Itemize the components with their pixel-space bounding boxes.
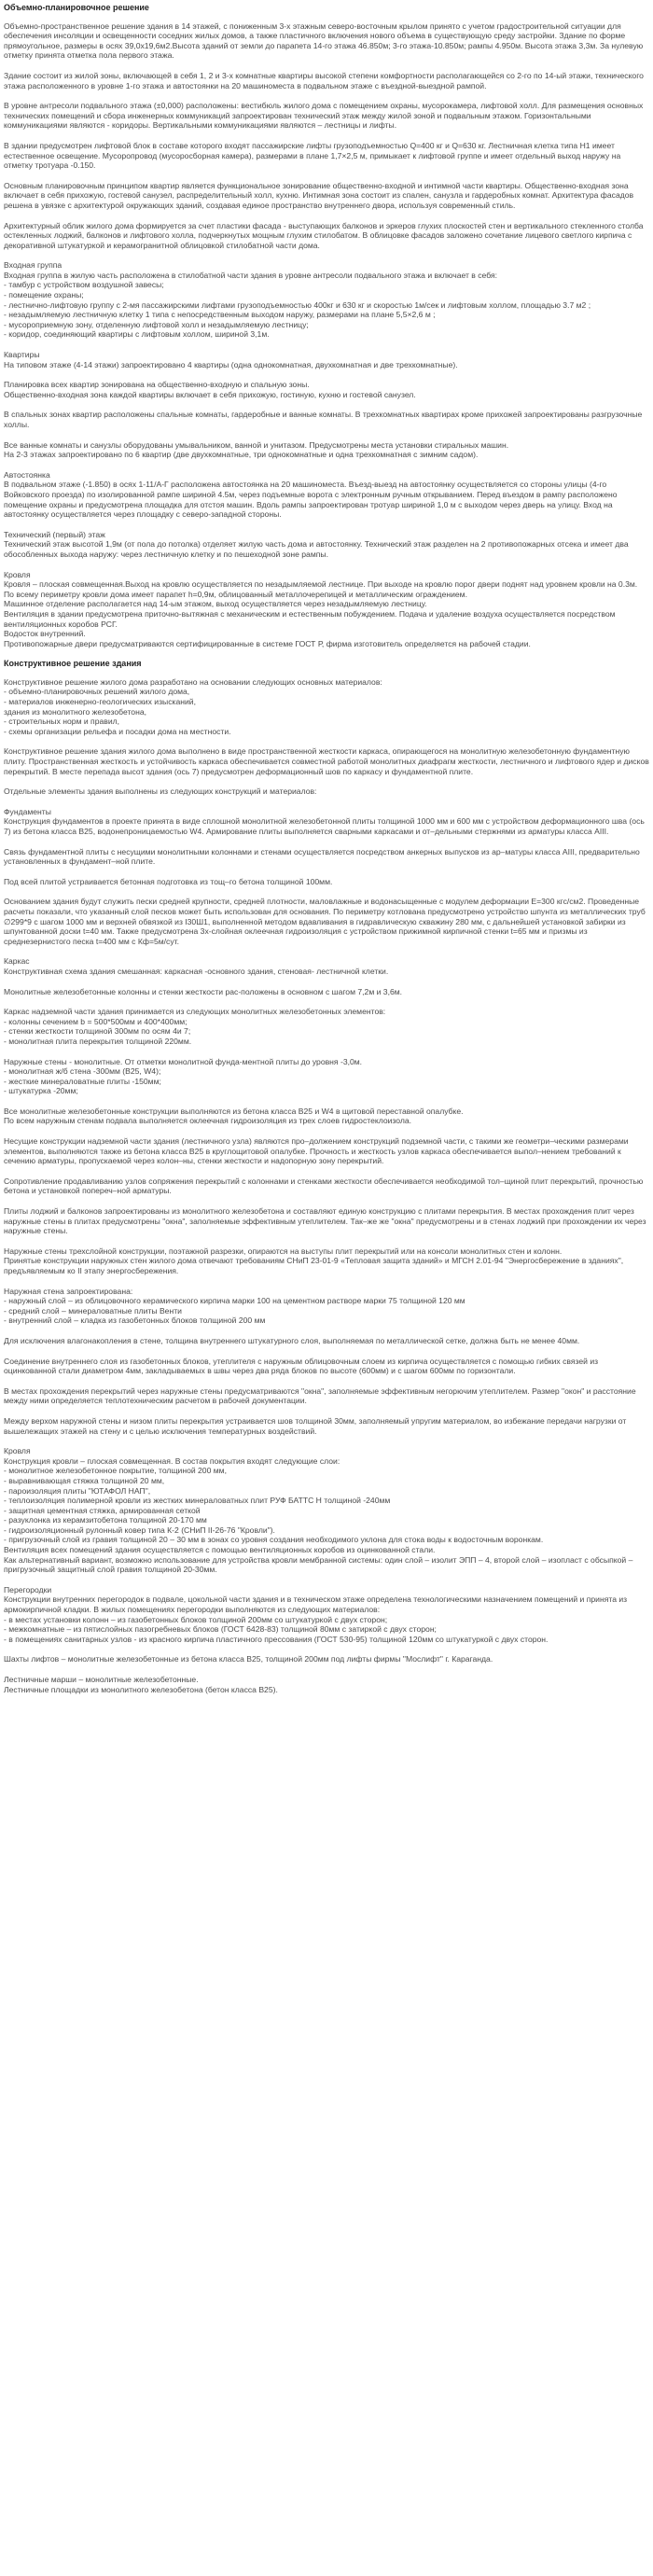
text-line: - в помещениях санитарных узлов - из красного кирпича пластичного прессования (ГОСТ 530-95) толщиной 120мм со штукатуркой с двух сторон. <box>4 1634 549 1644</box>
text-line: Основанием здания будут служить пески средней крупности, средней плотности, маловлажные и водонасыщенные с модулем деформации Е=300 кгс/см2. Проведенные расчеты показали, что указанный слой песков может быть использован для основания. По периметру котлована предусмотрено устройство шпунта из металлических труб ∅299*9 с шагом 1000 мм и верхней обвязкой из I30Ш1, выполненной методом вдавливания в гидравлическую скважину 280 мм, с дальнейшей установкой забирки из шпунтованной доски t=40 мм. Также предусмотрена 3х-слойная оклеечная гидроизоляция с устройством прижимной кирпичной стенки t=65 мм и призмы из среднезернистого песка t=400 мм с Кф=5м/сут. <box>4 897 646 946</box>
paragraph <box>4 1206 649 1236</box>
text-line: Конструктивное решение жилого дома разработано на основании следующих основных материалов: <box>4 676 382 687</box>
text-line: - мусороприемную зону, отделенную лифтовой холл и незадымляемую лестницу; <box>4 319 309 329</box>
section-heading-layout: Объемно-планировочное решение <box>4 3 149 12</box>
paragraph <box>4 410 649 429</box>
paragraph <box>4 956 649 976</box>
text-line: - незадымляемую лестничную клетку 1 типа с непосредственным выходом наружу, размерами на плане 5,5×2,6 м ; <box>4 310 436 320</box>
text-line: - монолитное железобетонное покрытие, толщиной 200 мм, <box>4 1466 227 1476</box>
paragraph <box>4 1287 649 1326</box>
paragraph <box>4 530 649 560</box>
paragraph <box>4 987 649 997</box>
text-line: В уровне антресоли подвального этажа (±0,000) расположены: вестибюль жилого дома с помещением охраны, мусорокамера, лифтовой холл. Для размещения основных технических помещений и сбора инженерных коммуникаций запроектирован технический этаж между жилой зоной и подвальным этажом. Горизонтальными коммуникациями являются - коридоры. Вертикальными коммуникациями являются – лестницы и лифты. <box>4 101 644 131</box>
text-line: Монолитные железобетонные колонны и стенки жесткости рас-положены в основном с шагом 7,2м и 3,6м. <box>4 986 403 996</box>
text-line: - лестнично-лифтовую группу с 2-мя пассажирскими лифтами грузоподъемностью 400кг и 630 кг и скоростью 1м/сек и лифтовым холлом, площадью 3.7 м2 ; <box>4 299 591 310</box>
text-line: - колонны сечением b = 500*500мм и 400*400мм; <box>4 1016 188 1026</box>
text-line: Между верхом наружной стены и низом плиты перекрытия устраивается шов толщиной 30мм, заполняемый упругим материалом, во избежание передачи нагрузки от вышележащих этажей на стену и с целью исключения температурных воздействий. <box>4 1415 627 1436</box>
text-line: Несущие конструкции надземной части здания (лестничного узла) являются про–должением конструкций подземной части, с такими же геометри–ческими размерами элементов, выполняются также из бетона класса В25 в круглощитовой опалубке. Прочность и жесткость узлов каркаса обеспечивается выпол–нением требований к сечению арматуры, пропускаемой через колон–ны, стенки жесткости и надопорную зону перекрытий. <box>4 1136 629 1166</box>
paragraph <box>4 847 649 867</box>
paragraph <box>4 787 649 797</box>
text-line: Лестничные марши – монолитные железобетонные. <box>4 1675 199 1684</box>
paragraph <box>4 1246 649 1276</box>
text-line: здания из монолитного железобетона, <box>4 706 146 717</box>
text-line: Сопротивление продавливанию узлов сопряжения перекрытий с колоннами и стенками жесткости обеспечивается необходимой тол–щиной плит перекрытий, прочностью бетона и установкой попереч–ной арматуры. <box>4 1176 644 1196</box>
text-line: Здание состоит из жилой зоны, включающей в себя 1, 2 и 3-х комнатные квартиры высокой степени комфортности располагающейся со 2-го по 14-ый этажи, технического этажа расположенного в уровне 1-го этажа и автостоянки на 20 машиноместа в подвальном этаже с въездной-выездной рампой. <box>4 70 644 91</box>
paragraph <box>4 440 649 460</box>
text-line: Автостоянка <box>4 469 50 480</box>
text-line: - строительных норм и правил, <box>4 717 120 727</box>
text-line: - монолитная плита перекрытия толщиной 220мм. <box>4 1036 192 1046</box>
text-line: Кровля – плоская совмещенная.Выход на кровлю осуществляется по незадымляемой лестнице. При выходе на кровлю порог двери поднят над уровнем кровли на 0.3м. По всему периметру кровли дома имеет парапет h=0,9м, облицованный металлочерепицей и металлическим ограждением. <box>4 579 638 599</box>
text-line: - пригрузочный слой из гравия толщиной 20 – 30 мм в зонах со уровня создания необходимого уклона для стока воды к водосточным воронкам. <box>4 1535 544 1545</box>
text-line: Наружная стена запроектирована: <box>4 1286 133 1296</box>
paragraph <box>4 1336 649 1346</box>
text-line: - выравнивающая стяжка толщиной 20 мм, <box>4 1475 165 1485</box>
text-line: Квартиры <box>4 350 40 360</box>
paragraph <box>4 101 649 131</box>
text-line: Соединение внутреннего слоя из газобетонных блоков, утеплителя с наружным облицовочным слоем из кирпича осуществляется с помощью гибких связей из оцинкованной стали диаметром 4мм, закладываемых в швы через два ряда блоков по высоте (600мм) и с шагом 600мм по горизонтали. <box>4 1356 599 1376</box>
text-line: Кровля <box>4 1446 31 1456</box>
paragraph <box>4 677 649 737</box>
paragraph <box>4 570 649 649</box>
text-line: Входная группа в жилую часть расположена в стилобатной части здания в уровне антресоли подвального этажа и включает в себя: <box>4 270 498 280</box>
paragraph <box>4 260 649 340</box>
text-line: Под всей плитой устраивается бетонная подготовка из тощ–го бетона толщиной 100мм. <box>4 876 333 886</box>
text-line: Технический этаж высотой 1,9м (от пола до потолка) отделяет жилую часть дома и автостоянку. Технический этаж разделен на 2 противопожарных отсека и имеет два обособленных выхода наружу: через лестничную клетку и по пешеходной зоне рампы. <box>4 539 629 559</box>
paragraph <box>4 1177 649 1196</box>
text-line: Каркас надземной части здания принимается из следующих монолитных железобетонных элементов: <box>4 1007 386 1017</box>
text-line: Технический (первый) этаж <box>4 529 105 539</box>
text-line: - объемно-планировочных решений жилого дома, <box>4 687 190 697</box>
paragraph <box>4 1446 649 1575</box>
text-line: - средний слой – минераловатные плиты Венти <box>4 1305 182 1316</box>
paragraph <box>4 21 649 61</box>
text-line: Основным планировочным принципом квартир является функциональное зонирование общественно-входной и интимной части квартиры. Общественно-входная зона включает в себя прихожую, гостевой санузел, распределительный холл, кухню. Интимная зона состоит из спален, санузла и гардеробных комнат. Архитектура фасадов решена в увязке с архитектурой окружающих зданий, создавая единое пространство внутреннего двора, используя современный стиль. <box>4 180 634 210</box>
text-line: Конструкция кровли – плоская совмещенная. В состав покрытия входят следующие слои: <box>4 1455 340 1466</box>
text-line: - межкомнатные – из пятислойных пазогребневых блоков (ГОСТ 6428-83) толщиной 80мм с затиркой с двух сторон; <box>4 1624 437 1635</box>
text-line: - защитная цементная стяжка, армированная сеткой <box>4 1505 201 1515</box>
paragraph <box>4 807 649 837</box>
text-line: Все ванные комнаты и санузлы оборудованы умывальником, ванной и унитазом. Предусмотрены места установки стиральных машин. <box>4 439 509 450</box>
paragraph <box>4 221 649 251</box>
text-line: - наружный слой – из облицовочного керамического кирпича марки 100 на цементном растворе марки 75 толщиной 120 мм <box>4 1296 465 1306</box>
section-layout-body <box>4 21 649 649</box>
text-line: - теплоизоляция полимерной кровли из жестких минераловатных плит РУФ БАТТС Н толщиной -240мм <box>4 1496 391 1506</box>
paragraph <box>4 380 649 399</box>
text-line: Каркас <box>4 956 30 967</box>
paragraph <box>4 350 649 369</box>
paragraph <box>4 1416 649 1436</box>
paragraph <box>4 1357 649 1376</box>
paragraph <box>4 1654 649 1664</box>
text-line: - гидроизоляционный рулонный ковер типа К-2 (СНиП II-26-76 "Кровли"). <box>4 1525 275 1535</box>
text-line: Общественно-входная зона каждой квартиры включает в себя прихожую, гостиную, кухню и гостевой санузел. <box>4 389 416 399</box>
paragraph <box>4 1585 649 1645</box>
paragraph <box>4 746 649 776</box>
paragraph <box>4 141 649 171</box>
text-line: - разуклонка из керамзитобетона толщиной 20-170 мм <box>4 1515 207 1525</box>
text-line: - внутренний слой – кладка из газобетонных блоков толщиной 200 мм <box>4 1316 266 1326</box>
paragraph <box>4 877 649 887</box>
paragraph <box>4 1107 649 1126</box>
text-line: - тамбур с устройством воздушной завесы; <box>4 280 164 290</box>
text-line: В здании предусмотрен лифтовой блок в составе которого входят пассажирские лифты грузоподъемностью Q=400 кг и Q=630 кг. Лестничная клетка типа Н1 имеет естественное освещение. Мусоропровод (мусоросборная камера), размерами в плане 1,7×2,5 м, примыкает к лифтовой группе и имеет отдельный выход наружу на отметку тротуара -0.150. <box>4 140 621 171</box>
text-line: По всем наружным стенам подвала выполняется оклеечная гидроизоляция из трех слоев гидростеклоизола. <box>4 1116 412 1126</box>
paragraph <box>4 1675 649 1694</box>
text-line: Принятые конструкции наружных стен жилого дома отвечают требованиям СНиП 23-01-9 «Тепловая защита зданий» и МГСН 2.01-94 "Энергосбережение в зданиях", предъявляемым ко II этапу энергосбережения. <box>4 1256 624 1275</box>
text-line: - схемы организации рельефа и посадки дома на местности. <box>4 726 231 736</box>
text-line: В местах прохождения перекрытий через наружные стены предусматриваются "окна", заполняемые эффективным негорючим утеплителем. Размер "окон" и расстояние между ними определяется теплотехническим расчетом в рабочей документации. <box>4 1385 636 1406</box>
paragraph <box>4 181 649 211</box>
text-line: Наружные стены трехслойной конструкции, поэтажной разрезки, опираются на выступы плит перекрытий или на консоли монолитных стен и колонн. <box>4 1246 563 1256</box>
text-line: Планировка всех квартир зонирована на общественно-входную и спальную зоны. <box>4 380 310 390</box>
text-line: На типовом этаже (4-14 этажи) запроектировано 4 квартиры (одна однокомнатная, двухкомнатная и две трехкомнатные). <box>4 359 458 369</box>
text-line: Входная группа <box>4 260 63 271</box>
text-line: - в местах установки колонн – из газобетонных блоков толщиной 200мм со штукатуркой с двух сторон; <box>4 1614 388 1624</box>
text-line: Все монолитные железобетонные конструкции выполняются из бетона класса B25 и W4 в щитовой переставной опалубке. <box>4 1106 464 1116</box>
text-line: - пароизоляция плиты "ЮТАФОЛ НАП", <box>4 1485 151 1496</box>
text-line: Отдельные элементы здания выполнены из следующих конструкций и материалов: <box>4 787 317 797</box>
paragraph <box>4 470 649 520</box>
text-line: Перегородки <box>4 1584 52 1594</box>
text-line: Архитектурный облик жилого дома формируется за счет пластики фасада - выступающих балконов и эркеров глухих плоскостей стен и вертикального стекленного столба остекленных лоджий, балконов и лифтового холла, подчеркнутых мощным глухим стилобатом. В облицовке фасадов заложено сочетание лицевого светлого кирпича с декоративной штукатуркой и керамогранитной облицовкой стилобатной части дома. <box>4 220 644 250</box>
text-line: Плиты лоджий и балконов запроектированы из монолитного железобетона и составляют единую конструкцию с плитами перекрытия. В местах прохождения плит через наружные стены в плитах предусмотрены "окна", заполняемые эффективным утеплителем. Так–же же "окна" предусмотрены и в стенах лоджий при прохождении их через наружные стены. <box>4 1206 646 1236</box>
text-line: Как альтернативный вариант, возможно использование для устройства кровли мембранной системы: один слой – изолит ЭПП – 4, второй слой – изопласт с обсыпкой – пригрузочный защитный слой гравия толщиной 20-30мм. <box>4 1554 633 1575</box>
section-structure-body <box>4 677 649 1694</box>
text-line: Шахты лифтов – монолитные железобетонные из бетона класса B25, толщиной 200мм под лифты фирмы "Мослифт" г. Караганда. <box>4 1654 493 1664</box>
text-line: Вентиляция всех помещений здания осуществляется с помощью вентиляционных коробов из оцинкованной стали. <box>4 1545 436 1555</box>
text-line: Связь фундаментной плиты с несущими монолитными колоннами и стенами осуществляется посредством анкерных выпусков из ар–матуры класса АIII, предварительно установленных в фундамент–ной плите. <box>4 846 640 867</box>
text-line: Конструкции внутренних перегородок в подвале, цокольной части здания и в техническом этаже определена технологическими назначением помещений и принята из армокирпичной кладки. В жилых помещениях перегородки выполняются из следующих материалов: <box>4 1594 628 1615</box>
text-line: Наружные стены - монолитные. От отметки монолитной фунда-ментной плиты до уровня -3,0м. <box>4 1056 363 1066</box>
text-line: Вентиляция в здании предусмотрена приточно-вытяжная с механическим и естественным побуждением. Подача и удаление воздуха осуществляется посредством вентиляционных коробов РСГ. <box>4 608 616 629</box>
paragraph <box>4 1386 649 1406</box>
paragraph <box>4 897 649 946</box>
text-line: - стенки жесткости толщиной 300мм по осям 4и 7; <box>4 1026 191 1037</box>
text-line: Водосток внутренний. <box>4 629 86 639</box>
text-line: Конструктивная схема здания смешанная: каркасная -основного здания, стеновая- лестничной клетки. <box>4 966 389 976</box>
text-line: Для исключения влагонакопления в стене, толщина внутреннего штукатурного слоя, выполняемая по металлической сетке, должна быть не менее 40мм. <box>4 1335 580 1345</box>
paragraph <box>4 1136 649 1166</box>
text-line: Кровля <box>4 569 31 579</box>
text-line: - жесткие минераловатные плиты -150мм; <box>4 1076 161 1086</box>
text-line: Конструктивное решение здания жилого дома выполнено в виде пространственной жесткости каркаса, опирающегося на монолитную железобетонную фундаментную плиту. Пространственная жесткость и устойчивость каркаса обеспечивается совместной работой монолитных диафрагм жесткости, лестничного и лифтового ядер и дисков перекрытий. В месте перепада высот здания (ось 7) предусмотрен деформационный шов по каркасу и фундаментной плите. <box>4 746 649 776</box>
text-line: - монолитная ж/б стена -300мм (B25, W4); <box>4 1066 161 1077</box>
text-line: Фундаменты <box>4 806 51 816</box>
paragraph <box>4 1007 649 1046</box>
section-heading-structure: Конструктивное решение здания <box>4 659 142 669</box>
text-line: В подвальном этаже (-1.850) в осях 1-11/А-Г расположена автостоянка на 20 машиноместа. Въезд-выезд на автостоянку осуществляется со стороны улицы (4-го Войковского проезда) по изолированной рампе шириной 4.5м, через подъемные ворота с электронным ручным открыванием. Перед въездом в рампу расположено помещение охраны и предусмотрена площадка для отстоя машин. Вдоль рампы запроектирован тротуар шириной 1,0 м с выходом через дверь на улицу. Вход на автостоянку осуществляется через площадку с северо-западной стороны. <box>4 480 618 520</box>
text-line: Противопожарные двери предусматриваются сертифицированные в системе ГОСТ Р, фирма изготовитель определяется на рабочей стадии. <box>4 638 531 648</box>
text-line: - материалов инженерно-геологических изысканий, <box>4 697 196 707</box>
text-line: На 2-3 этажах запроектировано по 6 квартир (две двухкомнатные, три однокомнатные и одна трехкомнатная с зимним садом). <box>4 450 479 460</box>
text-line: В спальных зонах квартир расположены спальные комнаты, гардеробные и ванные комнаты. В трехкомнатных квартирах кроме прихожей запроектированы разгрузочные холлы. <box>4 410 643 429</box>
text-line: - штукатурка -20мм; <box>4 1086 78 1096</box>
text-line: Машинное отделение располагается над 14-ым этажом, выход осуществляется через незадымляемую лестницу. <box>4 599 427 609</box>
text-line: Лестничные площадки из монолитного железобетона (бетон класса B25). <box>4 1684 278 1694</box>
text-line: Конструкция фундаментов в проекте принята в виде сплошной монолитной железобетонной плиты толщиной 1000 мм и 600 мм с устройством деформационного шва (ось 7) из бетона класса В25, водонепроницаемостью W4. Армирование плиты выполняется сварными каркасами и от–дельными стержнями из арматуры класса АIII. <box>4 816 645 836</box>
text-line: - коридор, соединяющий квартиры с лифтовым холлом, шириной 3,1м. <box>4 329 270 340</box>
paragraph <box>4 71 649 91</box>
text-line: Объемно-пространственное решение здания в 14 этажей, с пониженным 3-х этажным северо-восточным крылом принято с учетом градостроительной ситуации для обеспечения инсоляции и освещенности соседних жилых домов, а также пластичного включения нового объема в существующую среду застройки. Здание по форме прямоугольное, размеры в осях 39,0х19,6м2.Высота зданий от земли до парапета 14-го этажа 46.850м; 3-го этажа-10.850м; рампы 4.950м. Высота этажа 3,3м. За нулевую отметку принята отметка пола первого этажа. <box>4 21 644 61</box>
text-line: - помещение охраны; <box>4 290 84 300</box>
paragraph <box>4 1057 649 1096</box>
